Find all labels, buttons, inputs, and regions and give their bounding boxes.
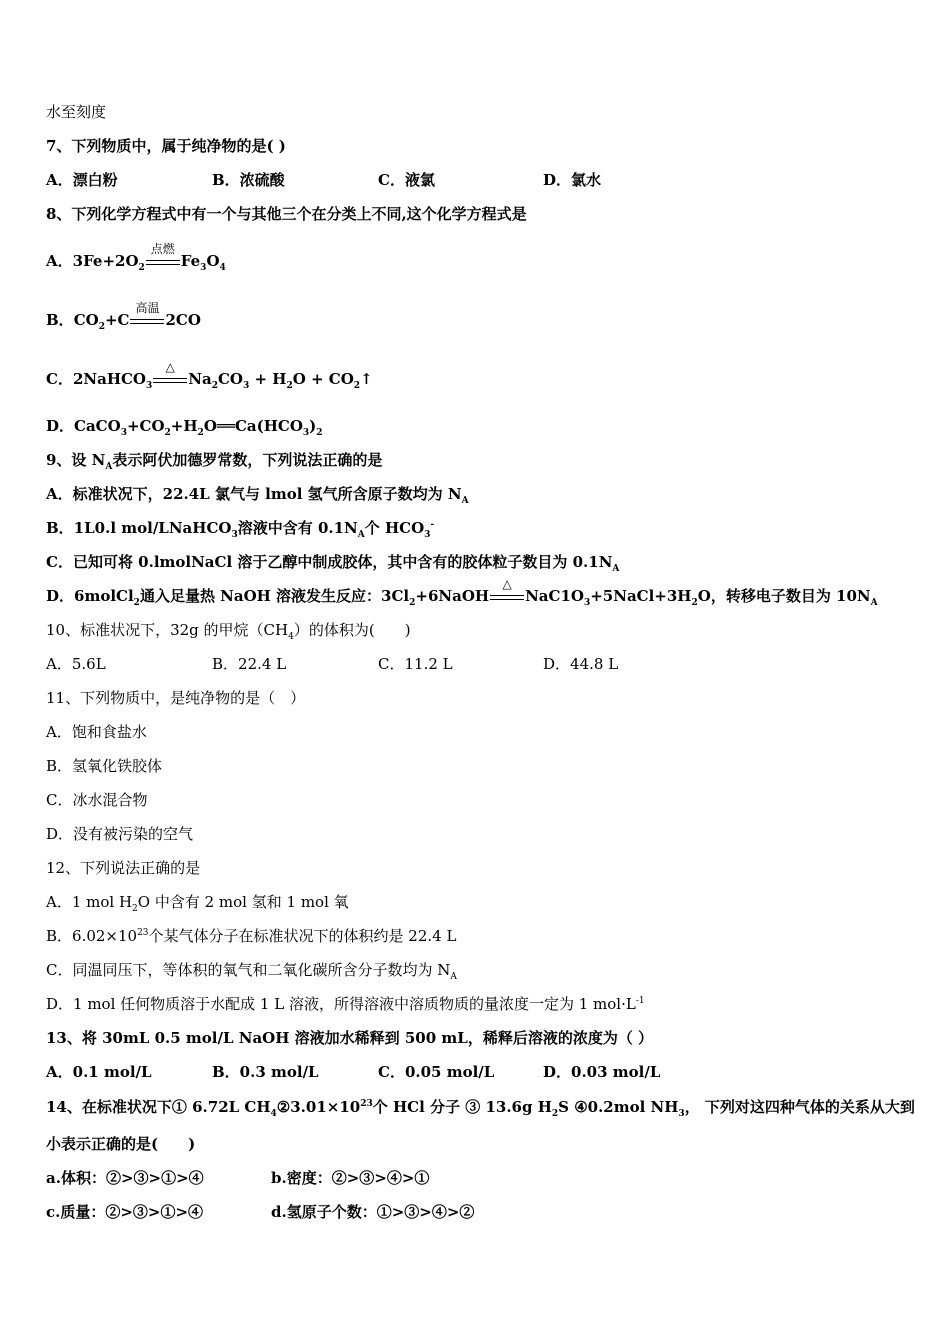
q8-option-c: C．2NaHCO$_3$ △ $Na_2CO_3 + H_2O$ + $CO_2↑$ — [46, 360, 373, 391]
q13-stem: 13、将 30mL 0.5 mol/L NaOH 溶液加水稀释到 500 mL，稀释后溶液的浓度为（ ） — [46, 1029, 654, 1047]
q8-option-a: A．$3Fe+2O_2$ 点燃 $Fe_3O_4$ — [46, 242, 226, 273]
q7-stem: 7、下列物质中，属于纯净物的是( ) — [46, 137, 286, 155]
q7-option-c: C．液氯 — [378, 171, 435, 189]
q10-option-a: A．5.6L — [46, 655, 106, 673]
q11-option-b: B．氢氧化铁胶体 — [46, 757, 163, 775]
q12-stem: 12、下列说法正确的是 — [46, 859, 201, 877]
q14-stem-line2: 小表示正确的是( ) — [46, 1135, 196, 1153]
q11-stem: 11、下列物质中，是纯净物的是（ ） — [46, 689, 306, 707]
equals-sign: ══ — [216, 417, 235, 435]
q8-option-d: D．$CaCO_3+CO_2+H_2O══Ca(HCO_3)_2$ — [46, 417, 323, 438]
q10-option-c: C．11.2 L — [378, 655, 453, 673]
reaction-arrow: △ — [490, 592, 524, 602]
q13-option-a: A．0.1 mol/L — [46, 1063, 152, 1081]
reaction-arrow: 点燃 — [146, 257, 180, 267]
q12-option-a: A．1 mol $H_2O$ 中含有 2 mol 氢和 1 mol 氧 — [46, 893, 349, 914]
q14-stem: 14、在标准状况下① 6.72L $CH_4②3.01\times 10^{23}$个 HCl 分子 ③ 13.6g $H_2S$ ④0.2mol $NH_3$， 下列对这四种气体的关系从大到 — [46, 1098, 915, 1119]
q12-option-c: C．同温同压下，等体积的氧气和二氧化碳所含分子数均为 $N_A$ — [46, 961, 457, 982]
q9-option-a: A．标准状况下，22.4L 氯气与 lmol 氢气所含原子数均为 $N_A$ — [46, 485, 469, 506]
q13-option-c: C．0.05 mol/L — [378, 1063, 495, 1081]
reaction-arrow: △ — [153, 375, 187, 385]
q6-tail: 水至刻度 — [46, 103, 107, 121]
q7-option-a: A．漂白粉 — [46, 171, 118, 189]
q14-option-c: c.质量：②>③>①>④ — [46, 1203, 204, 1221]
reaction-arrow: 高温 — [130, 316, 164, 326]
q11-option-a: A．饱和食盐水 — [46, 723, 147, 741]
q9-option-b: B．1L0.l mol/LNaHCO$_3$溶液中含有 $0.1N_A$个 $HCO_3^-$ — [46, 519, 435, 540]
q13-option-b: B．0.3 mol/L — [212, 1063, 319, 1081]
q8-stem: 8、下列化学方程式中有一个与其他三个在分类上不同,这个化学方程式是 — [46, 205, 527, 223]
q10-stem: 10、标准状况下，32g 的甲烷$(CH_4)$的体积为( ) — [46, 621, 411, 642]
q9-option-d: D．6molCl$_2$通入足量热 NaOH 溶液发生反应：$3Cl_2+6NaOH$ △ $NaC1O_3+5NaCl+3H_2O$，转移电子数目为 $10N_A$ — [46, 577, 878, 608]
q7-option-b: B．浓硫酸 — [212, 171, 285, 189]
q10-option-b: B．22.4 L — [212, 655, 287, 673]
q8-option-b: B．$CO_2+C$ 高温 2CO — [46, 301, 201, 332]
q7-option-d: D．氯水 — [543, 171, 602, 189]
q10-option-d: D．44.8 L — [543, 655, 619, 673]
q14-option-a: a.体积：②>③>①>④ — [46, 1169, 204, 1187]
q9-option-c: C．已知可将 0.lmolNaCl 溶于乙醇中制成胶体，其中含有的胶体粒子数目为 $0.1N_A$ — [46, 553, 620, 574]
q13-option-d: D．0.03 mol/L — [543, 1063, 661, 1081]
q9-stem: 9、设 $N_A$表示阿伏加德罗常数，下列说法正确的是 — [46, 451, 383, 472]
q12-option-d: D．1 mol 任何物质溶于水配成 1 L 溶液，所得溶液中溶质物质的量浓度一定为 1 $mol\cdot L^{-1}$ — [46, 995, 645, 1013]
q14-option-b: b.密度：②>③>④>① — [271, 1169, 430, 1187]
q14-option-d: d.氢原子个数：①>③>④>② — [271, 1203, 475, 1221]
q11-option-c: C．冰水混合物 — [46, 791, 148, 809]
q12-option-b: B．$6.02\times 10^{23}$个某气体分子在标准状况下的体积约是 22.4 L — [46, 927, 457, 945]
q11-option-d: D．没有被污染的空气 — [46, 825, 194, 843]
